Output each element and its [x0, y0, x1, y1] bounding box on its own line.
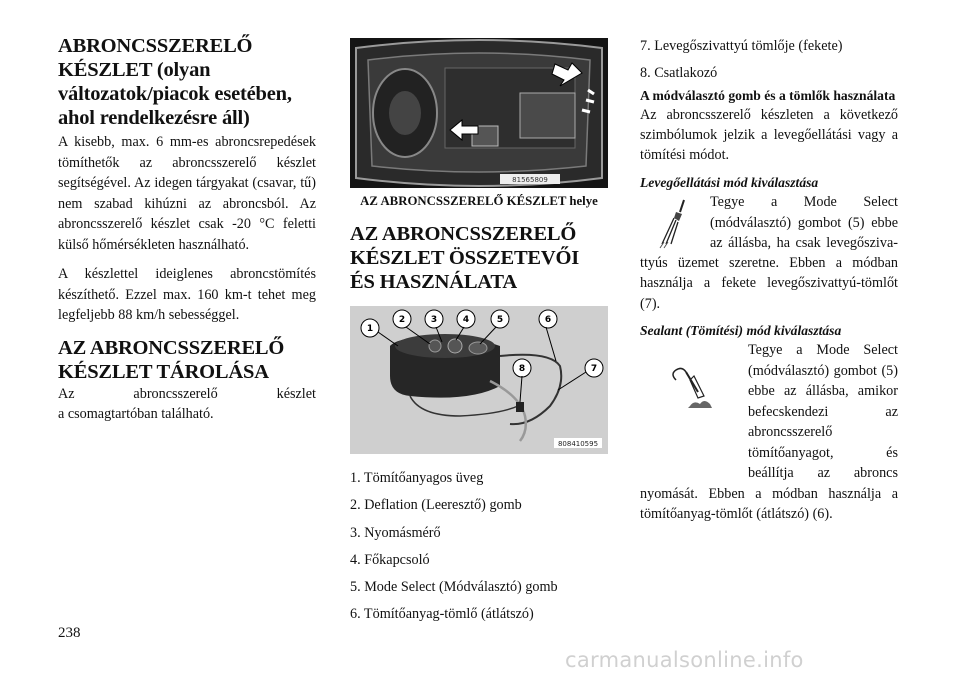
- mode-hoses-subheading: A módválasztó gomb és a tömlők használata: [640, 88, 896, 104]
- callout-2: 2: [398, 315, 406, 325]
- column-left: [58, 34, 316, 425]
- list-item: 1. Tömítőanyagos üveg: [350, 470, 484, 486]
- air-mode-icon: [640, 192, 704, 252]
- callout-7: 7: [590, 364, 598, 374]
- storage-paragraph-line1: Az abroncsszerelő készlet: [58, 385, 316, 402]
- photo1-code: 81565809: [512, 176, 548, 184]
- callout-3: 3: [430, 315, 438, 325]
- callout-1: 1: [366, 324, 374, 334]
- list-item: 4. Főkapcsoló: [350, 551, 430, 568]
- trunk-photo: [350, 38, 608, 188]
- list-item: 5. Mode Select (Módválasztó) gomb: [350, 579, 558, 596]
- callout-6: 6: [544, 315, 552, 325]
- list-item: 7. Levegőszivattyú tömlője (fekete): [640, 38, 843, 54]
- storage-heading: AZ ABRONCSSZERELŐ KÉSZLET TÁROLÁSA: [58, 336, 285, 383]
- air-hose-icon: [640, 192, 704, 252]
- list-item: 6. Tömítőanyag-tömlő (átlátszó): [350, 606, 534, 623]
- storage-paragraph-line2: a csomagtartóban található.: [58, 406, 214, 422]
- components-heading: AZ ABRONCSSZERELŐ KÉSZLET ÖSSZETEVŐI ÉS HASZNÁLATA: [350, 223, 580, 293]
- air-mode-block: [640, 192, 898, 314]
- air-mode-text: Tegye a Mode Select (módválasztó) gombot (5) ebbe az állásba, ha csak levegőszivattyús üzemet szeretne. Ebben a módban használja a fekete levegőszivattyú-tömlőt (7).: [640, 194, 898, 312]
- sealant-icon: [640, 340, 740, 480]
- list-item: 2. Deflation (Leeresztő) gomb: [350, 497, 522, 514]
- column-right: [640, 36, 898, 525]
- kit-illustration: [350, 306, 608, 454]
- photo1-caption: AZ ABRONCSSZERELŐ KÉSZLET helye: [360, 194, 598, 208]
- photo2-code: 808410595: [557, 440, 599, 448]
- list-item: 8. Csatlakozó: [640, 65, 718, 82]
- page-number: 238: [58, 625, 81, 641]
- air-mode-heading: Levegőellátási mód kiválasztása: [640, 175, 819, 191]
- intro-paragraph: A kisebb, max. 6 mm-es abroncsrepedések tömíthetők az abroncsszerelő készlet segítségével. Az idegen tárgyakat (csavar, tű) nem szabad kihúzni az abroncsból. Az abroncsszerelő készlet csak -20 °C feletti külső hőmérsékleten használható.: [58, 134, 316, 253]
- callout-5: 5: [496, 315, 504, 325]
- components-list-continued: [640, 36, 898, 83]
- components-list: [350, 468, 608, 624]
- mode-intro-paragraph: Az abroncsszerelő készleten a következő szimbólumok jelzik a levegőellátási vagy a tömítési módot.: [640, 107, 898, 164]
- sealant-mode-icon: [640, 340, 740, 480]
- column-middle: [350, 38, 608, 632]
- trunk-illustration: [350, 38, 608, 188]
- callout-4: 4: [462, 315, 470, 325]
- section-title-tire-kit: ABRONCSSZERELŐ KÉSZLET (olyan változatok/piacok esetében, ahol rendelkezésre áll): [58, 35, 292, 129]
- sealant-mode-text: Tegye a Mode Select (módválasztó) gombot (5) ebbe az állásba, amikor befecskendezi az abroncsszerelő tömítőanyagot, és beállítja az abroncs nyomását. Ebben a módban használja a tömítőanyag-tömlőt (átlátszó) (6).: [640, 342, 898, 523]
- watermark: carmanualsonline.info: [565, 648, 804, 672]
- kit-photo: [350, 306, 608, 454]
- sealant-mode-heading: Sealant (Tömítési) mód kiválasztása: [640, 323, 842, 339]
- usage-paragraph: A készlettel ideiglenes abroncstömítés készíthető. Ezzel max. 160 km-t tehet meg legfeljebb 88 km/h sebességgel.: [58, 266, 316, 323]
- list-item: 3. Nyomásmérő: [350, 524, 441, 541]
- callout-8: 8: [518, 364, 526, 374]
- sealant-mode-block: [640, 340, 898, 525]
